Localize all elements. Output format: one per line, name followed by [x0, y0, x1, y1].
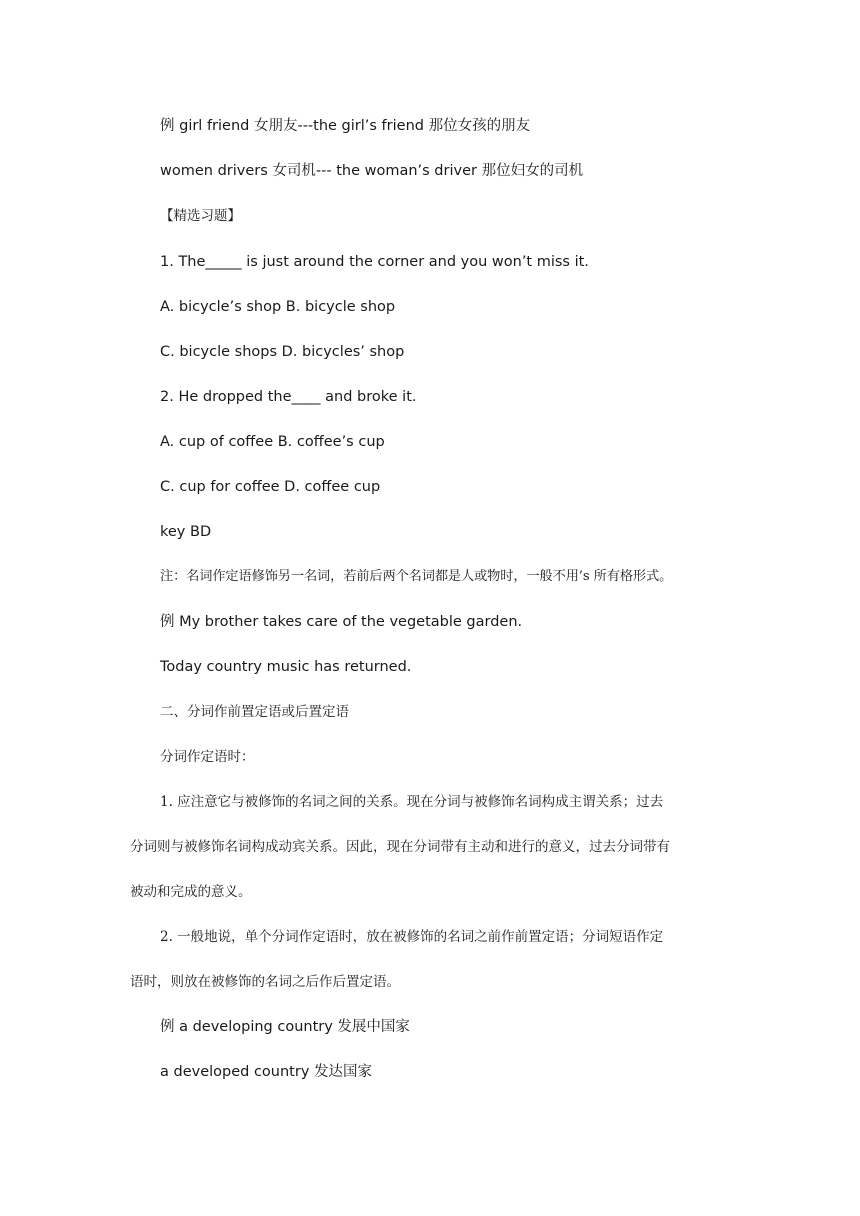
- note-paragraph: 注：名词作定语修饰另一名词，若前后两个名词都是人或物时，一般不用’s 所有格形式。: [160, 569, 673, 584]
- answer-key: key BD: [160, 524, 212, 540]
- question-1-options-cd: C. bicycle shops D. bicycles’ shop: [160, 344, 405, 360]
- example-women-drivers: women drivers 女司机--- the woman’s driver 那位妇女的司机: [160, 163, 584, 179]
- example-country-music: Today country music has returned.: [160, 659, 412, 675]
- rule-1-line-2: 分词则与被修饰名词构成动宾关系。因此，现在分词带有主动和进行的意义，过去分词带有: [130, 839, 670, 855]
- rule-2-line-1: 2. 一般地说，单个分词作定语时，放在被修饰的名词之前作前置定语；分词短语作定: [160, 929, 664, 945]
- example-vegetable-garden: 例 My brother takes care of the vegetable garden.: [160, 614, 523, 630]
- question-2: 2. He dropped the____ and broke it.: [160, 389, 417, 405]
- question-1: 1. The_____ is just around the corner and you won’t miss it.: [160, 254, 589, 270]
- example-developing-country: 例 a developing country 发展中国家: [160, 1019, 410, 1035]
- question-2-options-ab: A. cup of coffee B. coffee’s cup: [160, 434, 385, 450]
- rule-1-line-3: 被动和完成的意义。: [130, 884, 252, 900]
- example-girl-friend: 例 girl friend 女朋友---the girl’s friend 那位女孩的朋友: [160, 118, 531, 134]
- section-heading-participles: 二、分词作前置定语或后置定语: [160, 704, 349, 720]
- question-2-options-cd: C. cup for coffee D. coffee cup: [160, 479, 381, 495]
- rule-1-line-1: 1. 应注意它与被修饰的名词之间的关系。现在分词与被修饰名词构成主谓关系；过去: [160, 794, 664, 810]
- section-heading-exercises: 【精选习题】: [160, 208, 241, 224]
- participle-intro: 分词作定语时：: [160, 749, 255, 765]
- question-1-options-ab: A. bicycle’s shop B. bicycle shop: [160, 299, 396, 315]
- rule-2-line-2: 语时，则放在被修饰的名词之后作后置定语。: [130, 974, 400, 990]
- example-developed-country: a developed country 发达国家: [160, 1064, 373, 1080]
